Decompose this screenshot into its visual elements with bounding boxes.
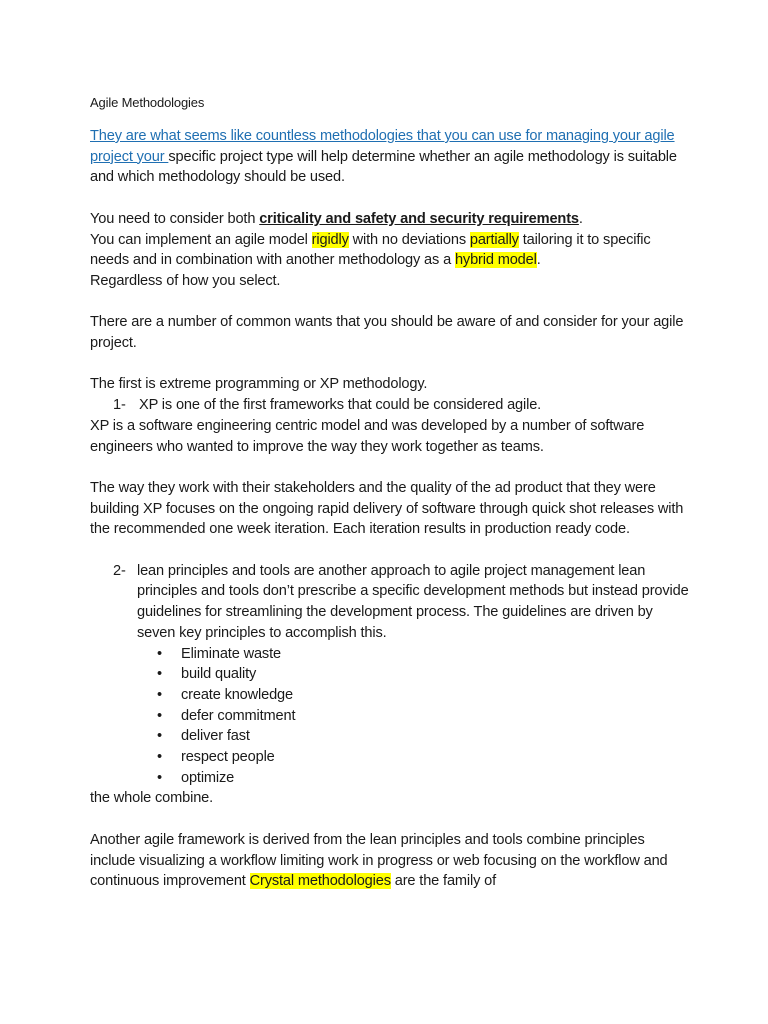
paragraph-combine: the whole combine. (90, 790, 214, 807)
spacer (90, 540, 690, 561)
spacer (90, 809, 690, 830)
list-item-text: deliver fast (181, 728, 250, 745)
bullet-icon: • (157, 728, 162, 745)
paragraph-stakeholders: The way they work with their stakeholders and the quality of the ad product that they were building XP focuses on the ongoing rapid delivery of software through quick shot releases with the recommended one week iteration. Each iteration results in production ready code. (90, 479, 684, 538)
text-run: Regardless of how you select. (90, 272, 281, 289)
intro-text: specific project type will help determine whether an agile methodology is suitable and which methodology should be used. (90, 148, 677, 186)
bullet-icon: • (157, 707, 162, 724)
item-text: XP is one of the first frameworks that could be considered agile. (139, 397, 542, 414)
highlight-crystal-methodologies: Crystal methodologies (249, 873, 391, 890)
list-item (157, 726, 690, 747)
paragraph-crystal (90, 830, 690, 892)
list-item (157, 768, 690, 789)
lean-principles-list (90, 644, 690, 789)
bullet-icon: • (157, 666, 162, 683)
paragraph-xp-intro: The first is extreme programming or XP methodology. (90, 376, 428, 393)
list-item (157, 685, 690, 706)
list-item (157, 664, 690, 685)
text-run: Another agile framework is derived from the lean principles and tools combine principles include visualizing a workflow limiting work in progress or web focusing on the workflow and continuous improvement (90, 831, 668, 890)
numbered-item-1 (90, 395, 690, 416)
text-run: are the family of (390, 873, 497, 890)
item-number: 1- (113, 397, 126, 414)
paragraph-common-wants: There are a number of common wants that you should be aware of and consider for your agile project. (90, 314, 684, 351)
list-item-text: defer commitment (181, 707, 296, 724)
spacer (90, 292, 690, 313)
highlight-rigidly: rigidly (311, 231, 349, 248)
list-item-text: Eliminate waste (181, 645, 281, 662)
spacer (90, 354, 690, 375)
list-item (157, 706, 690, 727)
emphasis-requirements: criticality and safety and security requirements (259, 210, 579, 227)
bullet-icon: • (157, 769, 162, 786)
text-run: with no deviations (348, 231, 470, 248)
text-run: tailoring it to specific needs and in combination with another methodology as a (90, 231, 651, 269)
highlight-partially: partially (469, 231, 519, 248)
paragraph-intro (90, 126, 690, 188)
text-run: You need to consider both (90, 210, 260, 227)
list-item-text: create knowledge (181, 686, 293, 703)
text-run: . (536, 252, 541, 269)
highlight-hybrid-model: hybrid model (454, 252, 537, 269)
bullet-icon: • (157, 645, 162, 662)
intro-link[interactable]: They are what seems like countless methodologies that you can use for managing your agile project your (90, 128, 675, 165)
item-number: 2- (113, 562, 126, 579)
bullet-icon: • (157, 749, 162, 766)
bullet-icon: • (157, 686, 162, 703)
document-title: Agile Methodologies (90, 95, 205, 110)
document-body (90, 93, 690, 892)
numbered-item-2 (90, 561, 690, 644)
spacer (90, 457, 690, 478)
list-item (157, 747, 690, 768)
spacer (90, 188, 690, 209)
list-item-text: respect people (181, 749, 275, 766)
text-run: . (578, 210, 583, 227)
list-item-text: build quality (181, 666, 257, 683)
item-text: lean principles and tools are another approach to agile project management lean principles and tools don’t prescribe a specific development methods but instead provide guidelines for streamlining the development process. The guidelines are driven by seven key principles to accomplish this. (137, 562, 689, 641)
text-run: You can implement an agile model (90, 231, 312, 248)
paragraph-criticality (90, 209, 690, 292)
list-item-text: optimize (181, 769, 235, 786)
list-item (157, 644, 690, 665)
paragraph-xp-model: XP is a software engineering centric model and was developed by a number of software engineers who wanted to improve the way they work together as teams. (90, 417, 645, 455)
